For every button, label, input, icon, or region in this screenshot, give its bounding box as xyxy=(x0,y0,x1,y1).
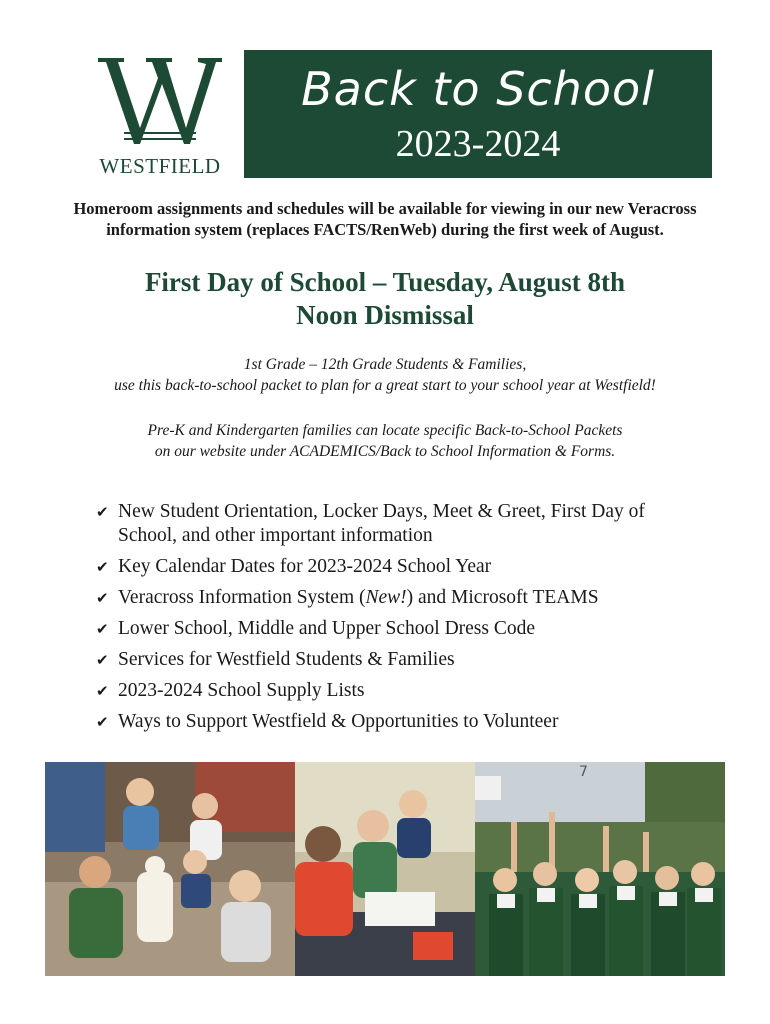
checklist-item-label: Ways to Support Westfield & Opportunities to Volunteer xyxy=(118,711,559,732)
checklist-item xyxy=(96,500,696,548)
checklist-item-label-end: ) and Microsoft TEAMS xyxy=(406,587,599,608)
westfield-logo xyxy=(80,50,240,180)
checklist-item xyxy=(96,586,696,610)
banner-title: Back to School xyxy=(301,62,655,116)
photo-students-table xyxy=(295,762,475,976)
checklist-item xyxy=(96,679,696,703)
new-tag: New! xyxy=(365,587,407,608)
photo-strip xyxy=(45,762,725,976)
check-icon: ✔ xyxy=(96,651,109,669)
grades-note-line-1: 1st Grade – 12th Grade Students & Families, xyxy=(243,356,527,373)
photo-sign-number: 7 xyxy=(579,764,588,780)
intro-line-1: Homeroom assignments and schedules will be available for viewing in our new Veracross xyxy=(73,199,697,218)
check-icon: ✔ xyxy=(96,713,109,731)
checklist-item-label: 2023-2024 School Supply Lists xyxy=(118,680,365,701)
dismissal-line: Noon Dismissal xyxy=(296,300,474,330)
title-banner xyxy=(244,50,712,178)
packet-checklist xyxy=(96,500,696,741)
checklist-item xyxy=(96,555,696,579)
checklist-item-label: New Student Orientation, Locker Days, Meet & Greet, First Day of School, and other important information xyxy=(118,501,645,546)
checklist-item-label: Lower School, Middle and Upper School Dress Code xyxy=(118,618,536,639)
banner-year: 2023-2024 xyxy=(395,123,561,165)
grades-note-line-2: use this back-to-school packet to plan for a great start to your school year at Westfield! xyxy=(114,377,656,394)
w-monogram-icon xyxy=(80,50,240,154)
checklist-item xyxy=(96,617,696,641)
check-icon: ✔ xyxy=(96,589,109,607)
check-icon: ✔ xyxy=(96,682,109,700)
photo-classroom-children xyxy=(45,762,295,976)
checklist-item-label: Veracross Information System ( xyxy=(118,587,366,608)
prek-note xyxy=(40,420,730,462)
prek-note-line-1: Pre-K and Kindergarten families can locate specific Back-to-School Packets xyxy=(147,422,623,439)
photo-graduates xyxy=(475,762,725,976)
first-day-line: First Day of School – Tuesday, August 8th xyxy=(144,267,626,297)
logo-wordmark: WESTFIELD xyxy=(99,154,221,178)
prek-note-line-2: on our website under ACADEMICS/Back to School Information & Forms. xyxy=(154,443,616,460)
checklist-item xyxy=(96,648,696,672)
checklist-item xyxy=(96,710,696,734)
intro-text xyxy=(40,198,730,240)
checklist-item-label: Services for Westfield Students & Families xyxy=(118,649,455,670)
first-day-heading xyxy=(40,266,730,332)
intro-line-2: information system (replaces FACTS/RenWeb) during the first week of August. xyxy=(106,220,664,239)
grades-note xyxy=(40,354,730,396)
header xyxy=(0,0,770,190)
check-icon: ✔ xyxy=(96,620,109,638)
check-icon: ✔ xyxy=(96,503,109,521)
check-icon: ✔ xyxy=(96,558,109,576)
checklist-item-label: Key Calendar Dates for 2023-2024 School Year xyxy=(118,556,492,577)
